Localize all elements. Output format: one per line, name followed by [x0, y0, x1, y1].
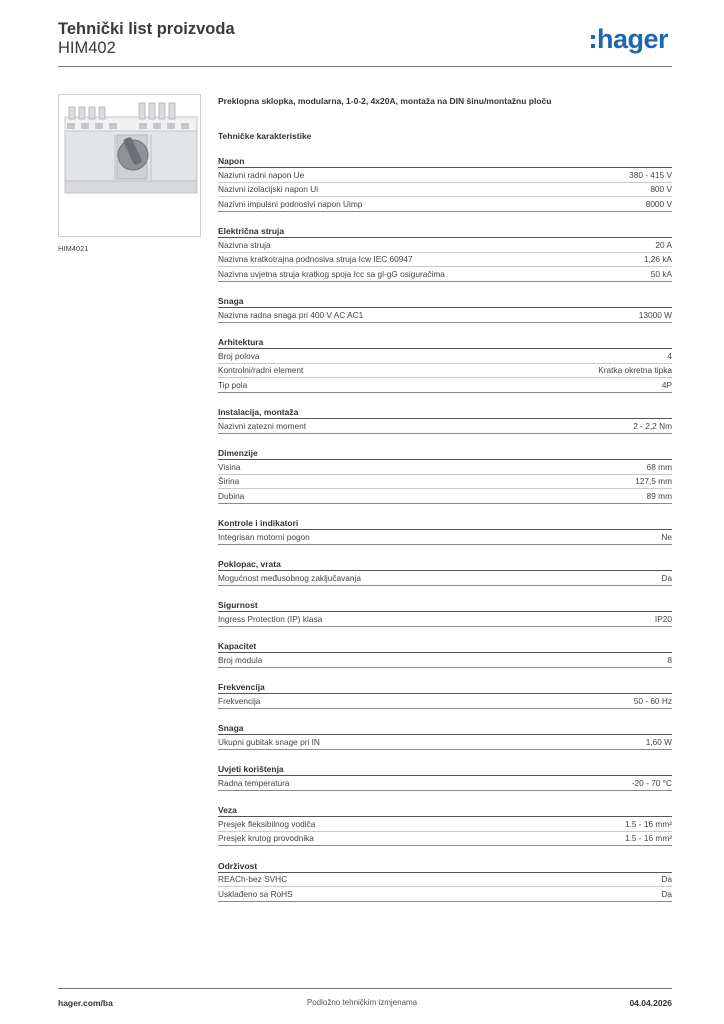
spec-group	[218, 155, 672, 212]
spec-value: 127,5 mm	[635, 476, 672, 487]
spec-group	[218, 406, 672, 434]
spec-group-title: Uvjeti korištenja	[218, 763, 672, 776]
product-image	[58, 94, 201, 237]
spec-value: 8	[667, 654, 672, 665]
spec-value: Kratka okretna tipka	[598, 365, 672, 376]
spec-label: Kontrolni/radni element	[218, 365, 304, 376]
spec-row	[218, 489, 672, 504]
logo-dots-icon	[591, 35, 595, 51]
spec-row	[218, 378, 672, 393]
spec-group-title: Frekvencija	[218, 681, 672, 694]
spec-row	[218, 475, 672, 490]
footer-website: hager.com/ba	[58, 998, 113, 1008]
page-title: Tehnički list proizvoda	[58, 20, 235, 38]
spec-group-title: Snaga	[218, 295, 672, 308]
spec-value: Da	[661, 572, 672, 583]
spec-row	[218, 817, 672, 832]
spec-group-title: Veza	[218, 804, 672, 817]
spec-group	[218, 763, 672, 791]
spec-row	[218, 735, 672, 750]
spec-group-title: Električna struja	[218, 225, 672, 238]
spec-value: 2 - 2,2 Nm	[633, 420, 672, 431]
spec-label: Visina	[218, 461, 241, 472]
spec-label: Nazivni impulsni podnosivi napon Uimp	[218, 198, 363, 209]
spec-label: Nazivna struja	[218, 239, 271, 250]
spec-value: 1,60 W	[645, 736, 672, 747]
spec-group	[218, 722, 672, 750]
spec-value: 4P	[661, 379, 672, 390]
spec-group-title: Arhitektura	[218, 336, 672, 349]
spec-group	[218, 558, 672, 586]
spec-label: REACh-bez SVHC	[218, 874, 288, 885]
spec-group-title: Sigurnost	[218, 599, 672, 612]
spec-row	[218, 776, 672, 791]
product-description: Preklopna sklopka, modularna, 1-0-2, 4x20A, montaža na DIN šinu/montažnu ploču	[218, 96, 552, 106]
spec-label: Usklađeno sa RoHS	[218, 888, 293, 899]
spec-value: -20 - 70 °C	[631, 777, 672, 788]
spec-row	[218, 197, 672, 212]
spec-group	[218, 804, 672, 846]
spec-row	[218, 419, 672, 434]
spec-label: Tip pola	[218, 379, 248, 390]
spec-group	[218, 681, 672, 709]
spec-group-title: Kontrole i indikatori	[218, 517, 672, 530]
image-caption: HIM4021	[58, 244, 89, 253]
spec-value: 50 kA	[650, 268, 672, 279]
spec-label: Nazivni radni napon Ue	[218, 169, 305, 180]
spec-value: Da	[661, 888, 672, 899]
spec-label: Ukupni gubitak snage pri IN	[218, 736, 320, 747]
spec-value: 1.5 - 16 mm²	[624, 833, 672, 844]
spec-label: Dubina	[218, 490, 245, 501]
spec-label: Širina	[218, 476, 240, 487]
logo-wordmark: hager	[597, 24, 669, 54]
spec-label: Ingress Protection (IP) klasa	[218, 613, 323, 624]
spec-label: Integrisan motorni pogon	[218, 531, 310, 542]
spec-group	[218, 295, 672, 323]
spec-group	[218, 860, 672, 902]
spec-label: Presjek fleksibilnog vodiča	[218, 818, 316, 829]
spec-row	[218, 571, 672, 586]
spec-row	[218, 887, 672, 902]
header-divider	[58, 66, 672, 67]
spec-value: Ne	[661, 531, 672, 542]
spec-row	[218, 168, 672, 183]
spec-row	[218, 653, 672, 668]
spec-value: IP20	[654, 613, 672, 624]
spec-group-title: Kapacitet	[218, 640, 672, 653]
spec-group	[218, 225, 672, 282]
spec-row	[218, 253, 672, 268]
spec-row	[218, 238, 672, 253]
footer-date: 04.04.2026	[629, 998, 672, 1008]
spec-value: 1.5 - 16 mm²	[624, 818, 672, 829]
product-code: HIM402	[58, 39, 116, 57]
spec-value: 20 A	[655, 239, 672, 250]
spec-value: 13000 W	[638, 309, 672, 320]
spec-label: Nazivni zatezni moment	[218, 420, 307, 431]
spec-value: 380 - 415 V	[629, 169, 672, 180]
spec-group-title: Održivost	[218, 860, 672, 873]
spec-label: Nazivna kratkotrajna podnosiva struja Icw IEC 60947	[218, 254, 413, 265]
spec-row	[218, 873, 672, 888]
spec-value: 800 V	[650, 184, 672, 195]
spec-row	[218, 694, 672, 709]
spec-group-title: Instalacija, montaža	[218, 406, 672, 419]
spec-label: Presjek krutog provodnika	[218, 833, 314, 844]
spec-label: Mogućnost međusobnog zaključavanja	[218, 572, 361, 583]
spec-label: Broj polova	[218, 350, 260, 361]
spec-value: 4	[667, 350, 672, 361]
spec-row	[218, 349, 672, 364]
spec-label: Nazivna uvjetna struja kratkog spoja Icc sa gl-gG osiguračima	[218, 268, 445, 279]
spec-row	[218, 612, 672, 627]
spec-value: Da	[661, 874, 672, 885]
footer-divider	[58, 988, 672, 989]
spec-row	[218, 364, 672, 379]
technical-characteristics-heading: Tehničke karakteristike	[218, 131, 312, 141]
footer-notice: Podložno tehničkim izmjenama	[306, 998, 418, 1007]
spec-group	[218, 599, 672, 627]
spec-label: Radna temperatura	[218, 777, 290, 788]
spec-row	[218, 308, 672, 323]
spec-label: Nazivni izolacijski napon Ui	[218, 184, 319, 195]
spec-group	[218, 336, 672, 393]
spec-value: 89 mm	[646, 490, 672, 501]
spec-value: 68 mm	[646, 461, 672, 472]
switch-illustration	[59, 95, 200, 236]
spec-group	[218, 517, 672, 545]
spec-row	[218, 460, 672, 475]
spec-row	[218, 183, 672, 198]
spec-group	[218, 640, 672, 668]
spec-group-title: Poklopac, vrata	[218, 558, 672, 571]
spec-label: Broj modula	[218, 654, 263, 665]
spec-row	[218, 832, 672, 847]
spec-row	[218, 267, 672, 282]
spec-row	[218, 530, 672, 545]
spec-label: Frekvencija	[218, 695, 261, 706]
spec-label: Nazivna radna snaga pri 400 V AC AC1	[218, 309, 364, 320]
spec-value: 8000 V	[645, 198, 672, 209]
spec-value: 50 - 60 Hz	[633, 695, 672, 706]
spec-group-title: Dimenzije	[218, 447, 672, 460]
spec-group	[218, 447, 672, 504]
spec-group-title: Napon	[218, 155, 672, 168]
spec-group-title: Snaga	[218, 722, 672, 735]
specifications-table	[218, 155, 672, 915]
spec-value: 1,26 kA	[643, 254, 672, 265]
